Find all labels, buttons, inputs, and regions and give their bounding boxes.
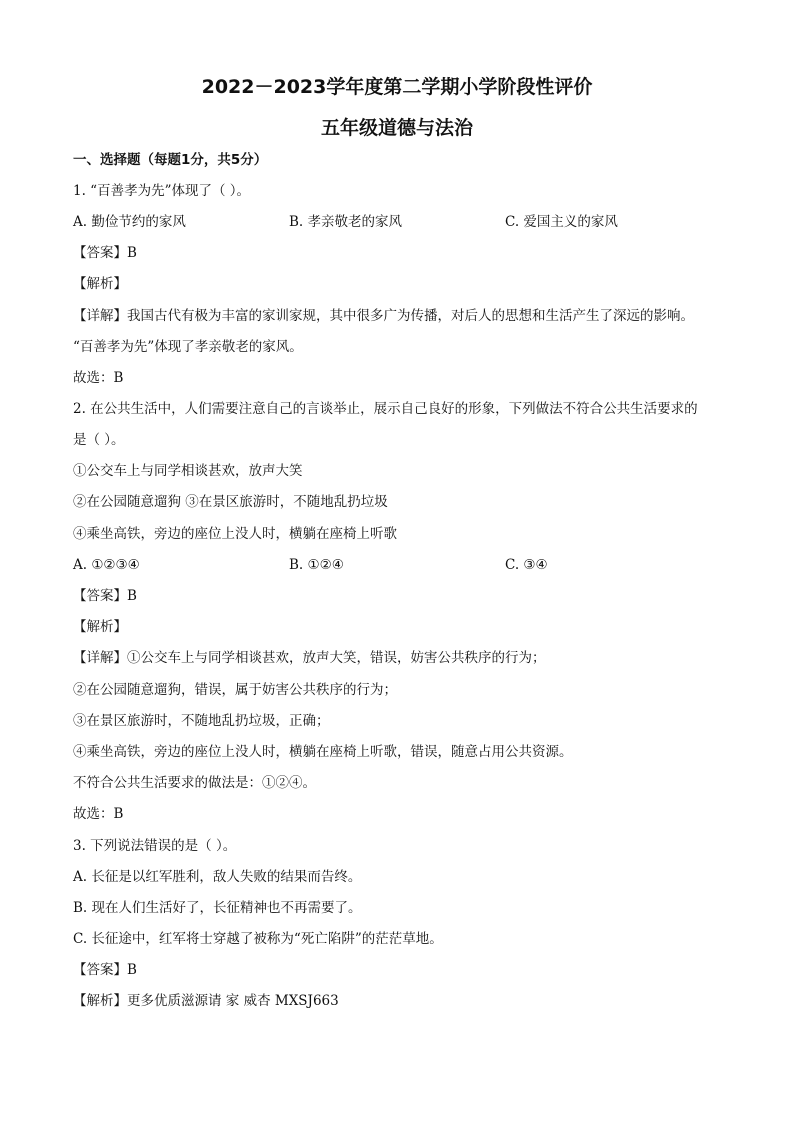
q3-answer: 【答案】B (73, 962, 137, 978)
q3-option-b: B. 现在人们生活好了，长征精神也不再需要了。 (73, 900, 362, 916)
q3-option-a: A. 长征是以红军胜利，敌人失败的结果而告终。 (73, 869, 362, 885)
q1-answer: 【答案】B (73, 245, 137, 261)
q2-detail-4: ④乘坐高铁，旁边的座位上没人时，横躺在座椅上听歌，错误，随意占用公共资源。 (73, 744, 573, 760)
q1-option-c: C. 爱国主义的家风 (505, 214, 618, 230)
q2-detail-2: ②在公园随意遛狗，错误，属于妨害公共秩序的行为； (73, 682, 397, 698)
q2-item-1: ①公交车上与同学相谈甚欢，放声大笑 (73, 463, 303, 479)
q2-option-b: B. ①②④ (289, 557, 344, 573)
q3-option-c: C. 长征途中，红军将士穿越了被称为“死亡陷阱”的茫茫草地。 (73, 931, 443, 947)
q2-item-3: ④乘坐高铁，旁边的座位上没人时，横躺在座椅上听歌 (73, 526, 397, 542)
doc-subtitle: 五年级道德与法治 (320, 117, 473, 139)
q1-detail-2: “百善孝为先”体现了孝亲敬老的家风。 (73, 339, 303, 355)
q2-analysis: 【解析】 (73, 619, 127, 635)
q3-stem: 3. 下列说法错误的是（ ）。 (73, 838, 237, 854)
q2-stem-1: 2. 在公共生活中，人们需要注意自己的言谈举止，展示自己良好的形象，下列做法不符合公共生活要求的 (73, 401, 698, 417)
q2-detail-3: ③在景区旅游时，不随地乱扔垃圾，正确； (73, 713, 330, 729)
q1-detail-1: 【详解】我国古代有极为丰富的家训家规，其中很多广为传播，对后人的思想和生活产生了深远的影响。 (73, 308, 694, 324)
q2-option-a: A. ①②③④ (73, 557, 140, 573)
q1-analysis: 【解析】 (73, 276, 127, 292)
q2-detail-5: 不符合公共生活要求的做法是：①②④。 (73, 775, 316, 791)
q1-stem: 1. “百善孝为先”体现了（ ）。 (73, 183, 251, 199)
q2-item-2: ②在公园随意遛狗 ③在景区旅游时，不随地乱扔垃圾 (73, 494, 388, 510)
q2-option-c: C. ③④ (505, 557, 548, 573)
q3-analysis: 【解析】更多优质滋源请 家 威杏 MXSJ663 (73, 993, 339, 1009)
q2-answer: 【答案】B (73, 588, 137, 604)
q1-choice: 故选：B (73, 370, 124, 386)
q2-choice: 故选：B (73, 806, 124, 822)
doc-title: 2022－2023学年度第二学期小学阶段性评价 (201, 76, 593, 98)
q2-stem-2: 是（ ）。 (73, 432, 125, 448)
q1-option-a: A. 勤俭节约的家风 (73, 214, 186, 230)
q2-detail-1: 【详解】①公交车上与同学相谈甚欢，放声大笑，错误，妨害公共秩序的行为； (73, 650, 546, 666)
section-heading: 一、选择题（每题1分，共5分） (73, 152, 268, 168)
q1-option-b: B. 孝亲敬老的家风 (289, 214, 403, 230)
